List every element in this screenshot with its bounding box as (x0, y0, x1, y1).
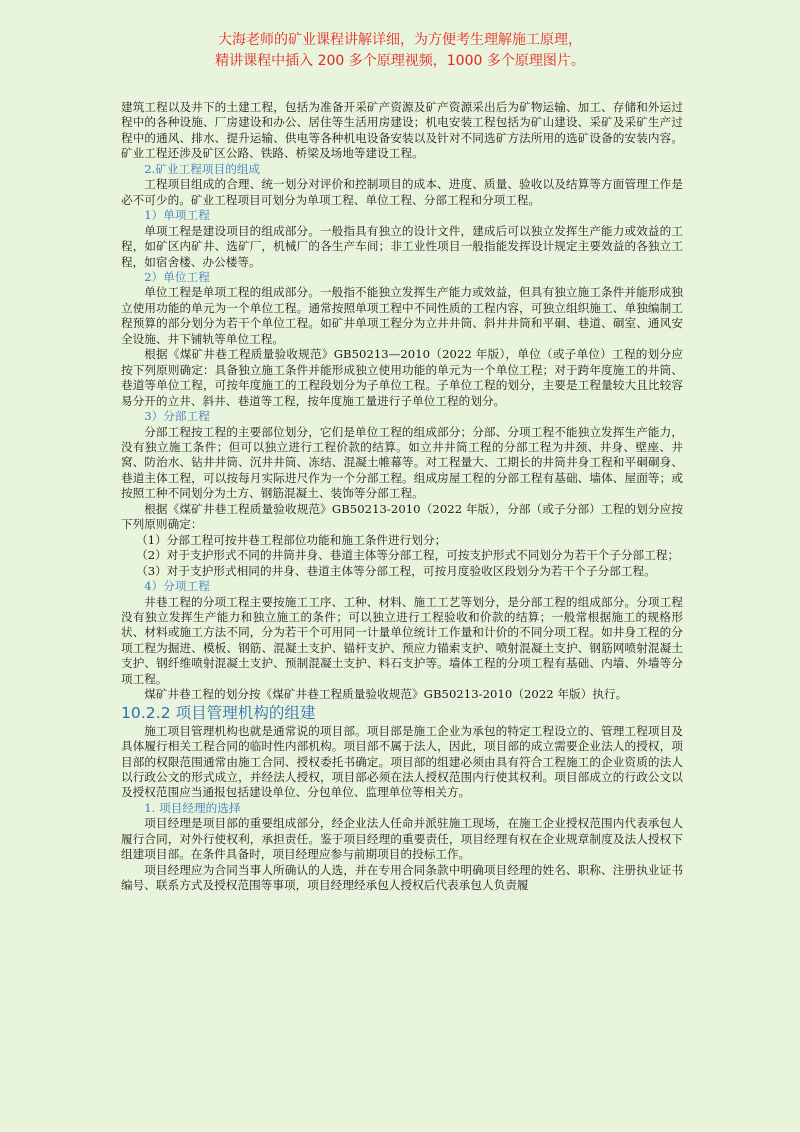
chapter-title: 项目管理机构的组建 (170, 703, 316, 722)
section-heading: 1. 项目经理的选择 (144, 800, 241, 815)
paragraph: 项目经理应为合同当事人所确认的人选，并在专用合同条款中明确项目经理的姓名、职称、注册执业证书编号、联系方式及授权范围等事项，项目经理经承包人授权后代表承包人负责履 (121, 862, 683, 893)
paragraph: 分部工程按工程的主要部位划分，它们是单位工程的组成部分；分部、分项工程不能独立发挥生产能力，没有独立施工条件；但可以独立进行工程价款的结算。如立井井筒工程的分部工程为井颈、井身、壁座、井窝、防治水、钻井井筒、沉井井筒、冻结、混凝土帷幕等。对工程量大、工期长的井筒井身工程和平硐硐身、巷道主体工程，可以按每月实际进尺作为一个分部工程。组成房屋工程的分部工程有基础、墙体、屋面等；或按照工种不同划分为土方、钢筋混凝土、装饰等分部工程。 (121, 424, 683, 501)
paragraph: 根据《煤矿井巷工程质量验收规范》GB50213—2010（2022 年版），单位（或子单位）工程的划分应按下列原则确定：具备独立施工条件并能形成独立使用功能的单元为一个单位工程；对于跨年度施工的井筒、巷道等单位工程，可按年度施工的工程段划分为子单位工程。子单位工程的划分，主要是工程量较大且比较容易分开的立井、斜井、巷道等工程，按年度施工量进行子单位工程的划分。 (121, 347, 683, 408)
paragraph: 根据《煤矿井巷工程质量验收规范》GB50213-2010（2022 年版），分部（或子分部）工程的划分应按下列原则确定： (121, 501, 683, 532)
paragraph: 工程项目组成的合理、统一划分对评价和控制项目的成本、进度、质量、验收以及结算等方面管理工作是必不可少的。矿业工程项目可划分为单项工程、单位工程、分部工程和分项工程。 (121, 177, 683, 207)
chapter-number: 10.2.2 (121, 703, 171, 722)
paragraph: 项目经理是项目部的重要组成部分，经企业法人任命并派驻施工现场，在施工企业授权范围内代表承包人履行合同，对外行使权利，承担责任。鉴于项目经理的重要责任，项目经理有权在企业规章制度及法人授权下组建项目部。在条件具备时，项目经理应参与前期项目的投标工作。 (121, 816, 683, 862)
subsection-heading: 4）分项工程 (144, 579, 210, 594)
chapter-heading (121, 703, 683, 724)
banner-line-1: 大海老师的矿业课程讲解详细，为方便考生理解施工原理， (218, 32, 582, 48)
section-heading: 2.矿业工程项目的组成 (144, 161, 261, 176)
paragraph: 施工项目管理机构也就是通常说的项目部。项目部是施工企业为承包的特定工程设立的、管理工程项目及具体履行相关工程合同的临时性内部机构。项目部不属于法人，因此，项目部的成立需要企业法人的授权，项目部的权限范围通常由施工合同、授权委托书确定。项目部的组建必须由具有符合工程施工的企业资质的法人以行政公文的形式成立，并经法人授权，项目部必须在法人授权范围内行使其权利。项目部成立的行政公文以及授权范围应当通报包括建设单位、分包单位、监理单位等相关方。 (121, 723, 683, 800)
subsection-heading: 1）单项工程 (144, 208, 210, 223)
paragraph: 煤矿井巷工程的划分按《煤矿井巷工程质量验收规范》GB50213-2010（2022 年版）执行。 (144, 687, 628, 702)
subsection-heading: 3）分部工程 (144, 409, 210, 424)
paragraph: 井巷工程的分项工程主要按施工工序、工种、材料、施工工艺等划分，是分部工程的组成部分。分项工程没有独立发挥生产能力和独立施工的条件；可以独立进行工程验收和价款的结算；一般常根据施工的规格形状、材料或施工方法不同，分为若干个可用同一计量单位统计工作量和计价的不同分项工程。如井身工程的分项工程为掘进、模板、钢筋、混凝土支护、锚杆支护、预应力锚索支护、喷射混凝土支护、钢筋网喷射混凝土支护、钢纤维喷射混凝土支护、预制混凝土支护、料石支护等。墙体工程的分项工程有基础、内墙、外墙等分项工程。 (121, 594, 683, 686)
document-body (121, 100, 683, 894)
banner-line-2: 精讲课程中插入 200 多个原理视频，1000 多个原理图片。 (215, 53, 585, 69)
list-item: （3）对于支护形式相同的井身、巷道主体等分部工程，可按月度验收区段划分为若干个子分部工程。 (136, 563, 656, 578)
paragraph: 单项工程是建设项目的组成部分。一般指具有独立的设计文件，建成后可以独立发挥生产能力或效益的工程，如矿区内矿井、选矿厂，机械厂的各生产车间；非工业性项目一般指能发挥设计规定主要效益的各独立工程，如宿舍楼、办公楼等。 (121, 223, 683, 269)
promo-banner (0, 30, 800, 72)
subsection-heading: 2）单位工程 (144, 269, 210, 284)
list-item: （1）分部工程可按井巷工程部位功能和施工条件进行划分； (136, 532, 447, 547)
list-item: （2）对于支护形式不同的井筒井身、巷道主体等分部工程，可按支护形式不同划分为若干个子分部工程； (136, 548, 680, 563)
paragraph: 建筑工程以及井下的土建工程，包括为准备开采矿产资源及矿产资源采出后为矿物运输、加工、存储和外运过程中的各种设施、厂房建设和办公、居住等生活用房建设；机电安装工程包括为矿山建设、采矿及采矿生产过程中的通风、排水、提升运输、供电等各种机电设备安装以及针对不同选矿方法所用的选矿设备的安装内容。矿业工程还涉及矿区公路、铁路、桥梁及场地等建设工程。 (121, 100, 683, 161)
paragraph: 单位工程是单项工程的组成部分。一般指不能独立发挥生产能力或效益，但具有独立施工条件并能形成独立使用功能的单元为一个单位工程。通常按照单项工程中不同性质的工程内容，可独立组织施工、单独编制工程预算的部分划分为若干个单位工程。如矿井单项工程分为立井井筒、斜井井筒和平硐、巷道、硐室、通风安全设施、井下铺轨等单位工程。 (121, 285, 683, 346)
